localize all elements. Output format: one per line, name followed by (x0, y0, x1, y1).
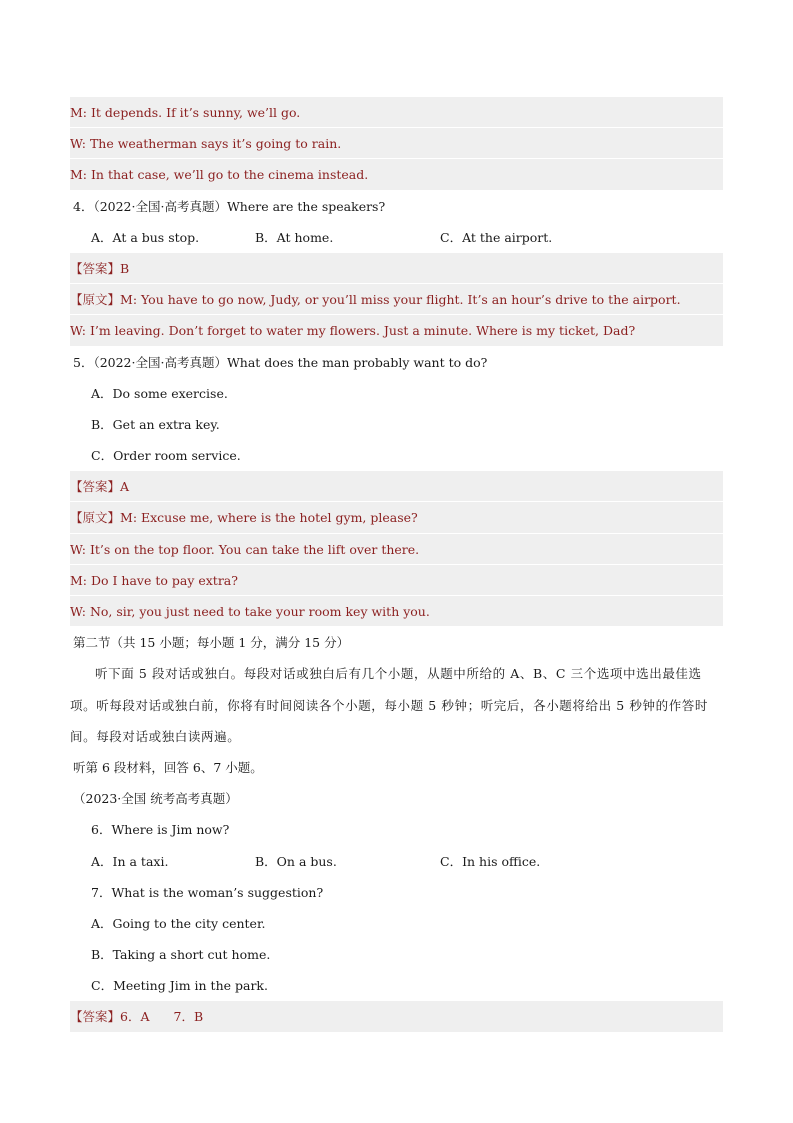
dialogue-line: W: The weatherman says it’s going to rain. (70, 128, 723, 159)
script-line: M: Do I have to pay extra? (70, 565, 723, 596)
script-line: W: No, sir, you just need to take your room key with you. (70, 596, 723, 627)
answer-7: 7．B (173, 1009, 204, 1025)
answer-6: 6．A (120, 1009, 150, 1025)
script-line: M: Excuse me, where is the hotel gym, please? (120, 510, 418, 526)
question-5-answer (70, 471, 723, 502)
dialogue-line: M: It depends. If it’s sunny, we’ll go. (70, 97, 723, 128)
option-b: B．At home. (255, 229, 334, 245)
option-a: A．In a taxi. (91, 853, 169, 869)
dialogue-line: M: In that case, we’ll go to the cinema instead. (70, 159, 723, 190)
material-line: 听第 6 段材料，回答 6、7 小题。 (73, 759, 263, 775)
question-4-stem: 4．（2022·全国·高考真题）Where are the speakers? (73, 198, 386, 214)
script-line: W: It’s on the top floor. You can take the lift over there. (70, 534, 723, 565)
question-6-stem: 6．Where is Jim now? (91, 822, 230, 838)
option-b: B．Get an extra key. (91, 416, 220, 432)
answer-value: B (120, 260, 130, 276)
question-5-script (70, 502, 723, 533)
document-page (70, 97, 723, 1033)
answers-6-7 (70, 1001, 723, 1032)
option-b: B．Taking a short cut home. (91, 947, 271, 963)
answer-tag: 【答案】 (70, 1009, 121, 1025)
option-c: C．Meeting Jim in the park. (91, 978, 268, 994)
source-line: （2023·全国 统考高考真题） (73, 791, 238, 807)
section-heading: 第二节（共 15 小题；每小题 1 分，满分 15 分） (73, 635, 350, 651)
question-7-stem: 7．What is the woman’s suggestion? (91, 884, 324, 900)
script-line: W: I’m leaving. Don’t forget to water my flowers. Just a minute. Where is my ticket, Dad? (70, 315, 723, 346)
option-b: B．On a bus. (255, 853, 337, 869)
question-6-options (70, 846, 723, 877)
option-a: A．At a bus stop. (91, 229, 200, 245)
answer-value: A (120, 479, 130, 495)
question-4-answer (70, 253, 723, 284)
script-tag: 【原文】 (70, 292, 121, 308)
option-c: C．In his office. (440, 853, 541, 869)
section-instructions: 听下面 5 段对话或独白。每段对话或独白后有几个小题，从题中所给的 A、B、C 三个选项中选出最佳选项。听每段对话或独白前，你将有时间阅读各个小题，每小题 5 秒钟；听完后，各小题将给出 5 秒钟的作答时间。每段对话或独白读两遍。 (70, 666, 709, 744)
question-4-script (70, 284, 723, 315)
question-4-options (70, 222, 723, 253)
script-tag: 【原文】 (70, 510, 121, 526)
option-a: A．Going to the city center. (91, 915, 266, 931)
answer-tag: 【答案】 (70, 260, 121, 276)
script-line: M: You have to go now, Judy, or you’ll miss your flight. It’s an hour’s drive to the airport. (120, 292, 681, 308)
option-c: C．At the airport. (440, 229, 553, 245)
question-5-stem: 5．（2022·全国·高考真题）What does the man probably want to do? (73, 354, 488, 370)
option-c: C．Order room service. (91, 448, 241, 464)
answer-tag: 【答案】 (70, 479, 121, 495)
option-a: A．Do some exercise. (91, 385, 228, 401)
